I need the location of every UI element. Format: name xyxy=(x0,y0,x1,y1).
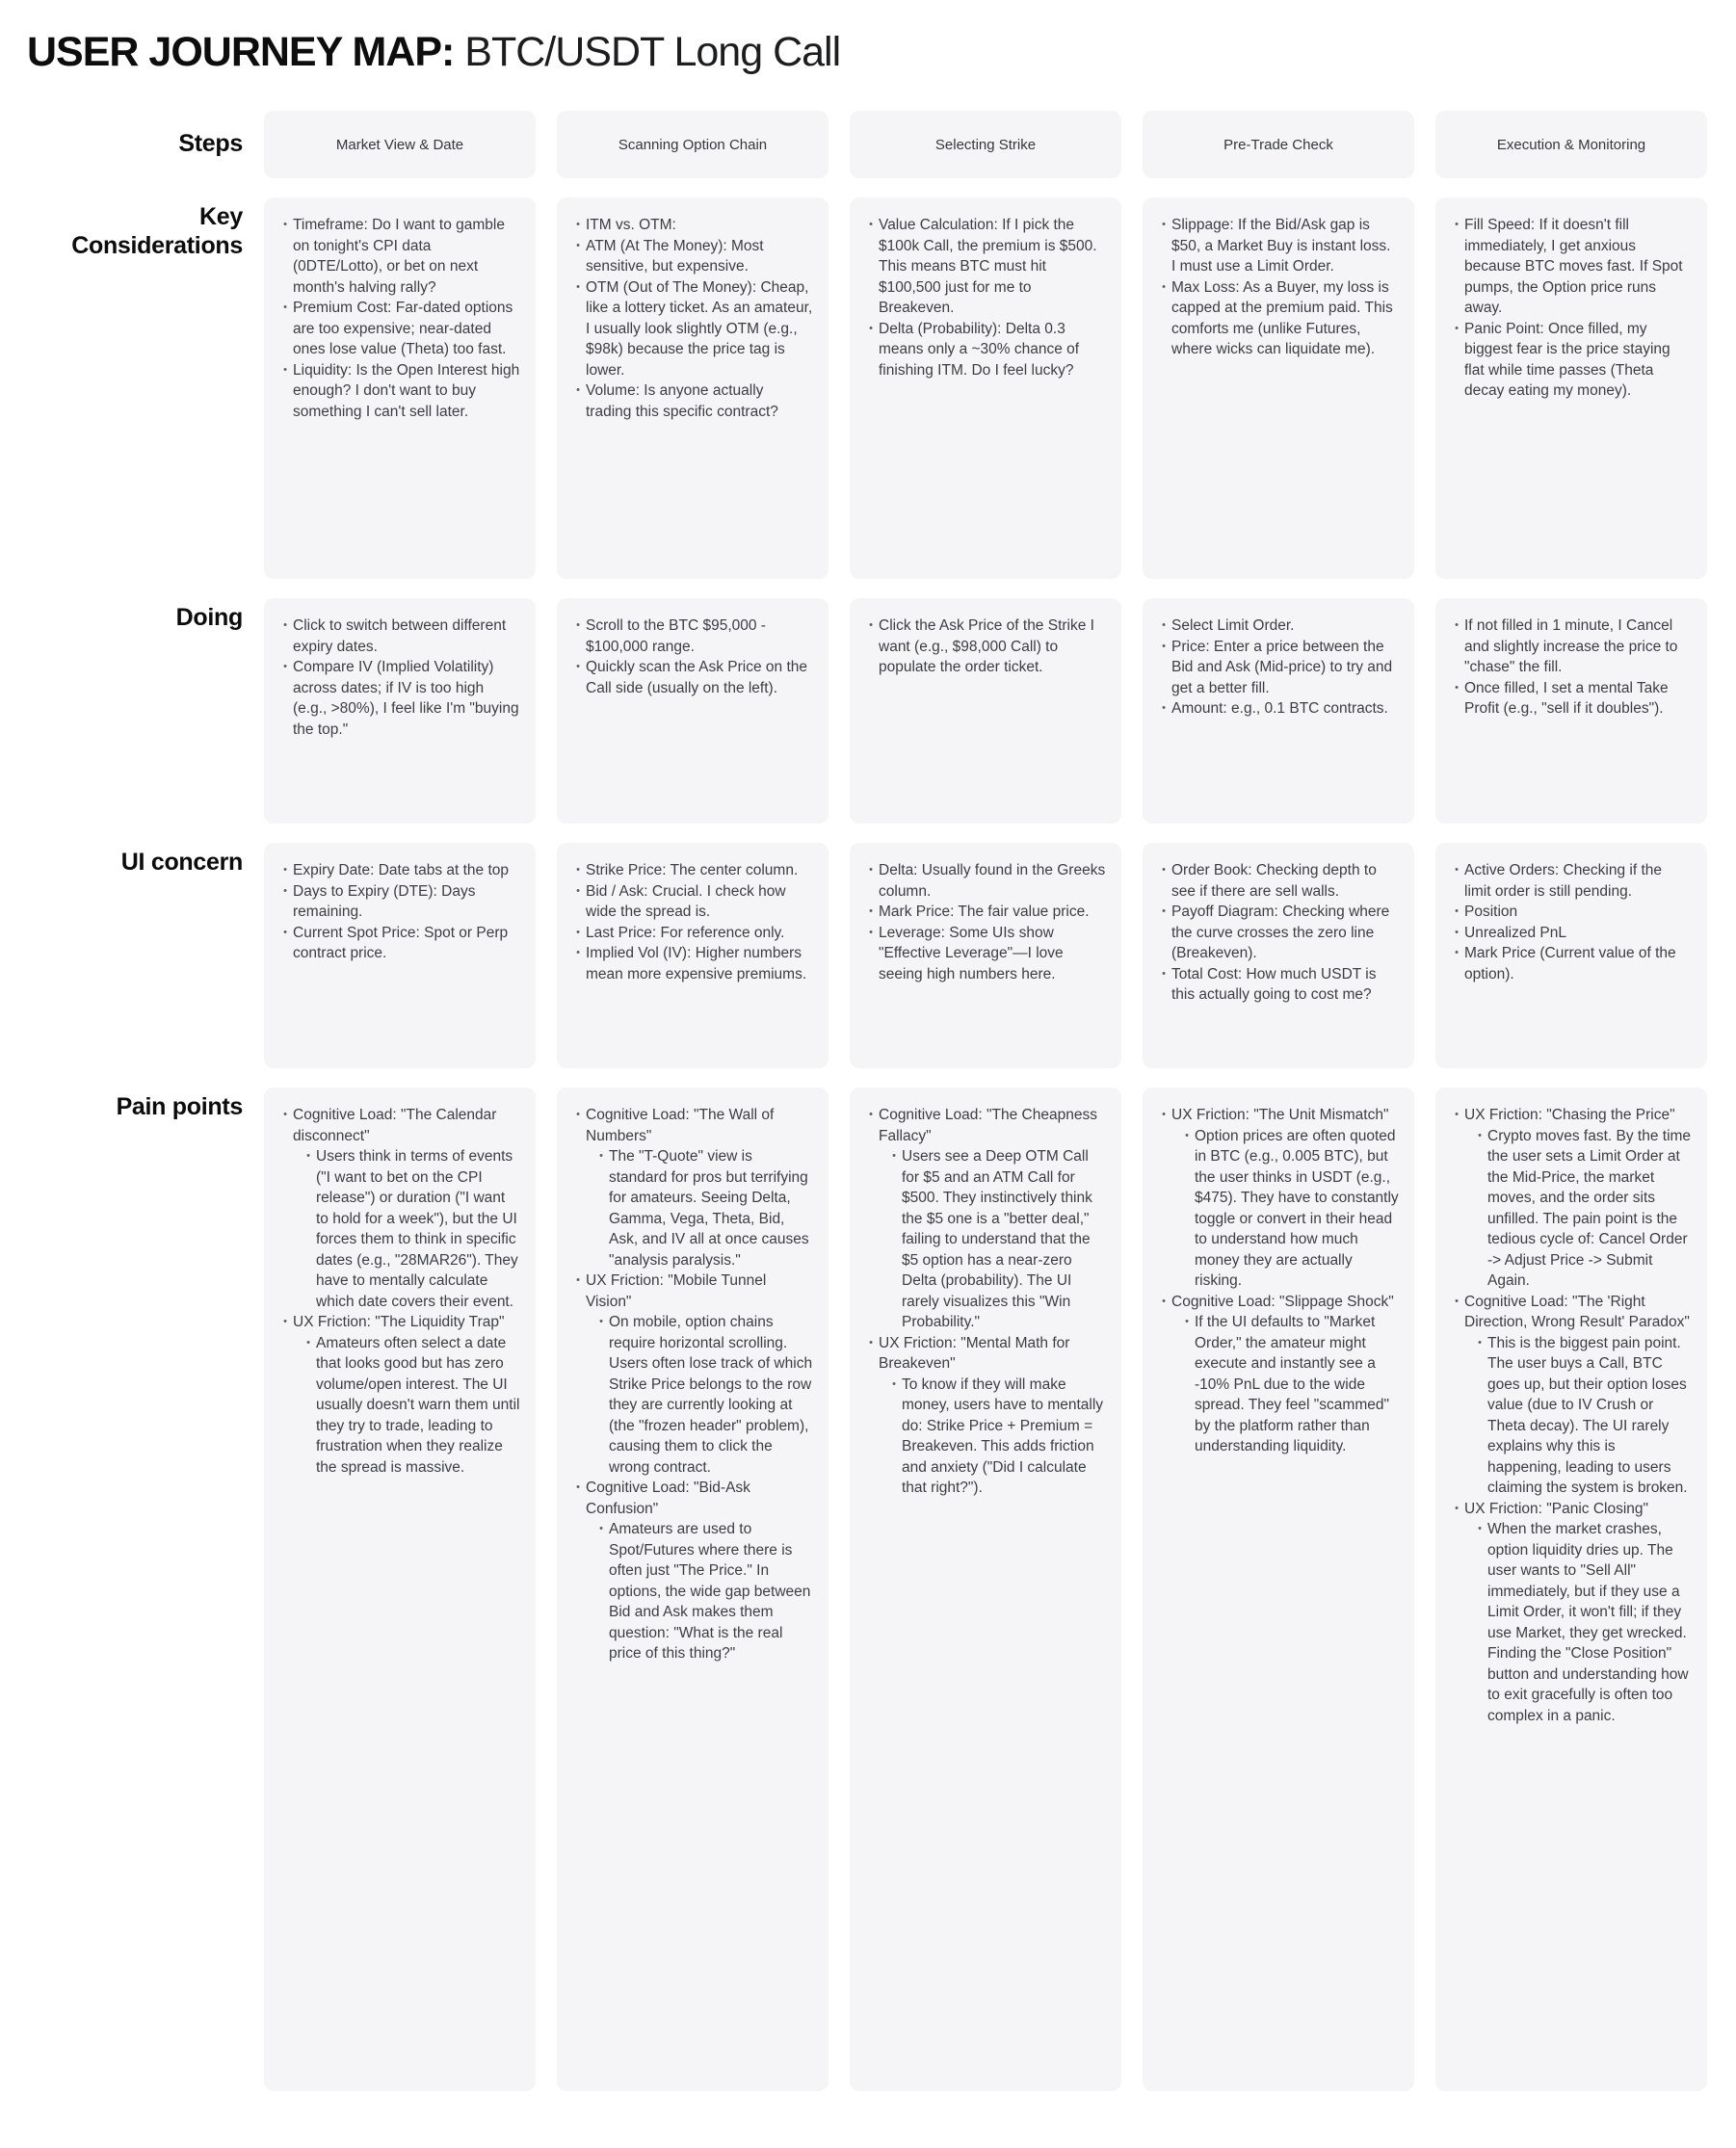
bullet-dot-icon: • xyxy=(283,661,287,672)
bullet-text: Cognitive Load: "Slippage Shock" xyxy=(1171,1293,1394,1310)
bullet-text: Current Spot Price: Spot or Perp contract price. xyxy=(293,924,509,961)
bullet-text: Cognitive Load: "The Cheapness Fallacy" xyxy=(879,1107,1097,1144)
bullet-dot-icon: • xyxy=(1455,619,1459,631)
bullet-dot-icon: • xyxy=(283,1316,287,1327)
bullet-item xyxy=(570,657,813,698)
bullet-item xyxy=(863,616,1106,678)
bullet-dot-icon: • xyxy=(869,864,873,876)
cell-col2-ui-concern xyxy=(557,843,829,1068)
bullet-dot-icon: • xyxy=(1455,947,1459,958)
bullet-text: Amateurs often select a date that looks good but has zero volume/open interest. The UI usually doesn't warn them until they try to trade, leading to frustration when they realize the spread is massive. xyxy=(316,1334,520,1476)
bullet-text: Mark Price (Current value of the option). xyxy=(1464,945,1676,982)
bullet-item xyxy=(277,923,520,964)
bullet-text: Payoff Diagram: Checking where the curve crosses the zero line (Breakeven). xyxy=(1171,904,1390,961)
cell-col4-pain-points xyxy=(1143,1087,1414,2091)
bullet-text: To know if they will make money, users have to mentally do: Strike Price + Premium = Breakeven. This adds friction and anxiety ("Did I calculate that right?"). xyxy=(902,1375,1104,1496)
bullet-dot-icon: • xyxy=(576,926,580,938)
bullet-item xyxy=(863,1333,1106,1375)
bullet-item xyxy=(886,1146,1106,1333)
cell-col5-key-considerations xyxy=(1435,197,1707,579)
bullet-dot-icon: • xyxy=(1162,640,1166,652)
bullet-dot-icon: • xyxy=(599,1150,603,1162)
bullet-item xyxy=(277,360,520,423)
row-label-pain-points: Pain points xyxy=(116,1093,243,1120)
bullet-dot-icon: • xyxy=(1185,1129,1189,1141)
bullet-dot-icon: • xyxy=(576,661,580,672)
bullet-text: Liquidity: Is the Open Interest high enough? I don't want to buy something I can't sell later. xyxy=(293,361,520,420)
bullet-text: Unrealized PnL xyxy=(1464,924,1566,941)
bullet-text: Implied Vol (IV): Higher numbers mean more expensive premiums. xyxy=(586,945,807,982)
bullet-text: UX Friction: "Panic Closing" xyxy=(1464,1500,1649,1517)
page-title xyxy=(27,29,1709,76)
bullet-text: Crypto moves fast. By the time the user sets a Limit Order at the Mid-Price, the market moves, and the order sits unfilled. The pain point is the tedious cycle of: Cancel Order -> Adjust Price -> Submit Again. xyxy=(1487,1127,1692,1289)
bullet-item xyxy=(863,860,1106,902)
bullet-dot-icon: • xyxy=(283,926,287,938)
bullet-item xyxy=(863,923,1106,985)
bullet-text: Strike Price: The center column. xyxy=(586,862,799,878)
bullet-dot-icon: • xyxy=(1162,280,1166,293)
bullet-dot-icon: • xyxy=(576,1481,580,1493)
bullet-dot-icon: • xyxy=(1455,905,1459,917)
bullet-item xyxy=(277,881,520,923)
bullet-dot-icon: • xyxy=(576,1274,580,1286)
bullet-dot-icon: • xyxy=(576,619,580,631)
step-header-market-view: Market View & Date xyxy=(264,111,536,178)
bullet-item xyxy=(1179,1126,1399,1292)
bullet-text: Users see a Deep OTM Call for $5 and an ATM Call for $500. They instinctively think the $5 one is a "better deal," failing to understand that the $5 option has a near-zero Delta (probability). The UI rarely visualizes this "Win Probability." xyxy=(902,1148,1092,1330)
bullet-item xyxy=(1449,1292,1692,1333)
bullet-text: If not filled in 1 minute, I Cancel and slightly increase the price to "chase" the fill. xyxy=(1464,617,1678,675)
bullet-text: Scroll to the BTC $95,000 - $100,000 range. xyxy=(586,617,766,655)
bullet-item xyxy=(1472,1126,1692,1292)
bullet-item xyxy=(570,1270,813,1312)
bullet-dot-icon: • xyxy=(576,1109,580,1120)
page-title-emphasis: USER JOURNEY MAP: xyxy=(27,29,455,75)
bullet-text: Price: Enter a price between the Bid and Ask (Mid-price) to try and get a better fill. xyxy=(1171,638,1393,696)
bullet-dot-icon: • xyxy=(869,1109,873,1120)
bullet-text: Compare IV (Implied Volatility) across dates; if IV is too high (e.g., >80%), I feel like I'm "buying the top." xyxy=(293,659,519,738)
cell-col2-pain-points xyxy=(557,1087,829,2091)
row-label-key-considerations: Key Considerations xyxy=(71,203,243,259)
bullet-item xyxy=(886,1375,1106,1499)
bullet-item xyxy=(1156,902,1399,964)
bullet-item xyxy=(277,298,520,360)
bullet-dot-icon: • xyxy=(892,1377,896,1390)
bullet-text: Active Orders: Checking if the limit order is still pending. xyxy=(1464,862,1663,900)
bullet-item xyxy=(570,236,813,277)
bullet-dot-icon: • xyxy=(1162,905,1166,917)
cell-col5-doing xyxy=(1435,598,1707,824)
bullet-dot-icon: • xyxy=(869,322,873,334)
bullet-dot-icon: • xyxy=(306,1150,310,1162)
bullet-item xyxy=(277,1312,520,1333)
bullet-dot-icon: • xyxy=(576,219,580,230)
bullet-item xyxy=(1156,964,1399,1006)
bullet-text: Expiry Date: Date tabs at the top xyxy=(293,862,510,878)
bullet-dot-icon: • xyxy=(1162,619,1166,631)
cell-col3-ui-concern xyxy=(850,843,1121,1068)
bullet-item xyxy=(1156,277,1399,360)
bullet-item xyxy=(1449,860,1692,902)
bullet-item xyxy=(1449,1105,1692,1126)
bullet-dot-icon: • xyxy=(576,884,580,897)
bullet-item xyxy=(277,657,520,740)
bullet-item xyxy=(277,1105,520,1146)
cell-col5-pain-points xyxy=(1435,1087,1707,2091)
bullet-item xyxy=(1156,1105,1399,1126)
bullet-text: UX Friction: "Mobile Tunnel Vision" xyxy=(586,1272,767,1310)
bullet-item xyxy=(1449,215,1692,319)
bullet-dot-icon: • xyxy=(599,1523,603,1534)
bullet-item xyxy=(1156,616,1399,637)
bullet-item xyxy=(301,1333,520,1479)
bullet-text: The "T-Quote" view is standard for pros but terrifying for amateurs. Seeing Delta, Gamma, Vega, Theta, Bid, Ask, and IV all at once causes "analysis paralysis." xyxy=(609,1148,809,1269)
bullet-dot-icon: • xyxy=(283,301,287,313)
cell-col3-doing xyxy=(850,598,1121,824)
bullet-item xyxy=(863,1105,1106,1146)
bullet-text: Bid / Ask: Crucial. I check how wide the spread is. xyxy=(586,882,786,920)
bullet-dot-icon: • xyxy=(576,239,580,251)
bullet-item xyxy=(570,943,813,984)
bullet-dot-icon: • xyxy=(1478,1523,1482,1534)
bullet-item xyxy=(1472,1519,1692,1726)
bullet-item xyxy=(593,1312,813,1478)
bullet-dot-icon: • xyxy=(892,1150,896,1162)
bullet-dot-icon: • xyxy=(576,864,580,876)
bullet-dot-icon: • xyxy=(1455,864,1459,876)
bullet-text: Value Calculation: If I pick the $100k Call, the premium is $500. This means BTC must hit $100,500 just for me to Breakeven. xyxy=(879,217,1097,316)
bullet-item xyxy=(1449,923,1692,944)
bullet-item xyxy=(1449,902,1692,923)
bullet-dot-icon: • xyxy=(1455,681,1459,694)
bullet-dot-icon: • xyxy=(1162,864,1166,876)
bullet-text: Quickly scan the Ask Price on the Call side (usually on the left). xyxy=(586,659,808,696)
bullet-item xyxy=(570,215,813,236)
bullet-text: Max Loss: As a Buyer, my loss is capped at the premium paid. This comforts me (unlike Futures, where wicks can liquidate me). xyxy=(1171,278,1393,357)
step-header-scanning-option-chain: Scanning Option Chain xyxy=(557,111,829,178)
bullet-dot-icon: • xyxy=(1185,1316,1189,1327)
bullet-text: UX Friction: "The Liquidity Trap" xyxy=(293,1314,505,1330)
bullet-item xyxy=(277,616,520,657)
cell-col2-doing xyxy=(557,598,829,824)
step-header-execution-monitoring: Execution & Monitoring xyxy=(1435,111,1707,178)
bullet-dot-icon: • xyxy=(576,947,580,958)
bullet-text: Click the Ask Price of the Strike I want (e.g., $98,000 Call) to populate the order ticket. xyxy=(879,617,1094,675)
bullet-dot-icon: • xyxy=(869,1336,873,1349)
bullet-text: Total Cost: How much USDT is this actually going to cost me? xyxy=(1171,965,1377,1003)
bullet-item xyxy=(1472,1333,1692,1499)
bullet-text: Delta (Probability): Delta 0.3 means only a ~30% chance of finishing ITM. Do I feel lucky? xyxy=(879,320,1080,379)
bullet-dot-icon: • xyxy=(1162,1295,1166,1307)
bullet-text: Mark Price: The fair value price. xyxy=(879,904,1090,920)
bullet-dot-icon: • xyxy=(283,864,287,876)
bullet-dot-icon: • xyxy=(576,384,580,396)
cell-col4-ui-concern xyxy=(1143,843,1414,1068)
bullet-dot-icon: • xyxy=(1455,322,1459,334)
cell-col1-doing xyxy=(264,598,536,824)
bullet-text: Order Book: Checking depth to see if there are sell walls. xyxy=(1171,862,1377,900)
bullet-dot-icon: • xyxy=(869,926,873,938)
cell-col1-pain-points xyxy=(264,1087,536,2091)
bullet-text: UX Friction: "The Unit Mismatch" xyxy=(1171,1107,1389,1123)
bullet-text: Cognitive Load: "The Wall of Numbers" xyxy=(586,1107,775,1144)
bullet-item xyxy=(570,881,813,923)
bullet-dot-icon: • xyxy=(599,1316,603,1327)
bullet-text: Amount: e.g., 0.1 BTC contracts. xyxy=(1171,700,1388,717)
bullet-item xyxy=(277,215,520,298)
bullet-item xyxy=(570,923,813,944)
bullet-dot-icon: • xyxy=(576,280,580,293)
bullet-text: Premium Cost: Far-dated options are too expensive; near-dated ones lose value (Theta) too fast. xyxy=(293,300,513,357)
bullet-text: Select Limit Order. xyxy=(1171,617,1295,634)
bullet-text: OTM (Out of The Money): Cheap, like a lottery ticket. As an amateur, I usually look slightly OTM (e.g., $98k) because the price tag is lower. xyxy=(586,278,813,379)
bullet-text: Amateurs are used to Spot/Futures where there is often just "The Price." In options, the wide gap between Bid and Ask makes them question: "What is the real price of this thing?" xyxy=(609,1521,811,1662)
page-title-subject: BTC/USDT Long Call xyxy=(454,29,841,75)
bullet-text: When the market crashes, option liquidity dries up. The user wants to "Sell All" immediately, but if they use a Limit Order, it won't fill; if they use Market, they get wrecked. Finding the "Close Position" button and understanding how to exit gracefully is often too complex in a panic. xyxy=(1487,1521,1689,1724)
bullet-dot-icon: • xyxy=(1162,967,1166,980)
bullet-item xyxy=(1156,1292,1399,1313)
bullet-item xyxy=(570,1478,813,1519)
bullet-dot-icon: • xyxy=(283,1109,287,1120)
bullet-text: ITM vs. OTM: xyxy=(586,217,676,233)
bullet-dot-icon: • xyxy=(1455,926,1459,938)
bullet-text: Once filled, I set a mental Take Profit (e.g., "sell if it doubles"). xyxy=(1464,679,1669,717)
bullet-text: If the UI defaults to "Market Order," the amateur might execute and instantly see a -10% PnL due to the wide spread. They feel "scammed" by the platform rather than understanding liquidity. xyxy=(1195,1314,1389,1454)
bullet-item xyxy=(593,1519,813,1664)
bullet-dot-icon: • xyxy=(283,363,287,376)
bullet-dot-icon: • xyxy=(1478,1129,1482,1141)
bullet-text: Volume: Is anyone actually trading this specific contract? xyxy=(586,382,778,420)
bullet-item xyxy=(1156,860,1399,902)
bullet-text: UX Friction: "Mental Math for Breakeven" xyxy=(879,1334,1070,1372)
journey-grid xyxy=(27,111,1709,2091)
bullet-dot-icon: • xyxy=(1162,702,1166,714)
bullet-text: Fill Speed: If it doesn't fill immediately, I get anxious because BTC moves fast. If Spot pumps, the Option price runs away. xyxy=(1464,217,1683,316)
bullet-item xyxy=(1156,637,1399,699)
row-label-ui-concern: UI concern xyxy=(120,849,243,876)
bullet-dot-icon: • xyxy=(1162,219,1166,230)
bullet-text: ATM (At The Money): Most sensitive, but expensive. xyxy=(586,237,764,275)
bullet-dot-icon: • xyxy=(1162,1109,1166,1120)
bullet-item xyxy=(570,1105,813,1146)
bullet-item xyxy=(1449,616,1692,678)
cell-col3-key-considerations xyxy=(850,197,1121,579)
bullet-dot-icon: • xyxy=(1478,1336,1482,1349)
bullet-item xyxy=(570,380,813,422)
bullet-dot-icon: • xyxy=(869,219,873,230)
bullet-dot-icon: • xyxy=(869,619,873,631)
bullet-item xyxy=(1156,215,1399,277)
bullet-item xyxy=(570,860,813,881)
bullet-text: Option prices are often quoted in BTC (e.g., 0.005 BTC), but the user thinks in USDT (e.g., $475). They have to constantly toggle or convert in their head to understand how much money they are actually risking. xyxy=(1195,1127,1399,1289)
bullet-dot-icon: • xyxy=(1455,1502,1459,1514)
row-label-steps: Steps xyxy=(178,130,243,158)
bullet-text: Last Price: For reference only. xyxy=(586,924,785,941)
bullet-text: Timeframe: Do I want to gamble on tonight's CPI data (0DTE/Lotto), or bet on next month's halving rally? xyxy=(293,217,505,296)
bullet-item xyxy=(570,616,813,657)
bullet-text: Panic Point: Once filled, my biggest fear is the price staying flat while time passes (Theta decay eating my money). xyxy=(1464,320,1670,399)
cell-col2-key-considerations xyxy=(557,197,829,579)
bullet-text: Position xyxy=(1464,904,1518,920)
bullet-dot-icon: • xyxy=(283,619,287,631)
bullet-item xyxy=(863,319,1106,381)
bullet-item xyxy=(1179,1312,1399,1457)
bullet-dot-icon: • xyxy=(306,1336,310,1349)
bullet-item xyxy=(1449,678,1692,720)
bullet-dot-icon: • xyxy=(869,905,873,917)
cell-col5-ui-concern xyxy=(1435,843,1707,1068)
cell-col1-ui-concern xyxy=(264,843,536,1068)
cell-col1-key-considerations xyxy=(264,197,536,579)
bullet-item xyxy=(1449,1499,1692,1520)
bullet-text: On mobile, option chains require horizontal scrolling. Users often lose track of which Strike Price belongs to the row they are currently looking at (the "frozen header" problem), causing them to click the wrong contract. xyxy=(609,1314,813,1476)
bullet-item xyxy=(863,902,1106,923)
bullet-text: Cognitive Load: "The 'Right Direction, Wrong Result' Paradox" xyxy=(1464,1293,1690,1330)
bullet-item xyxy=(570,277,813,381)
bullet-text: Slippage: If the Bid/Ask gap is $50, a Market Buy is instant loss. I must use a Limit Order. xyxy=(1171,217,1391,275)
cell-col4-doing xyxy=(1143,598,1414,824)
bullet-text: Delta: Usually found in the Greeks column. xyxy=(879,862,1106,900)
bullet-dot-icon: • xyxy=(1455,219,1459,230)
cell-col3-pain-points xyxy=(850,1087,1121,2091)
bullet-item xyxy=(1449,319,1692,402)
bullet-dot-icon: • xyxy=(283,219,287,230)
bullet-dot-icon: • xyxy=(1455,1295,1459,1307)
row-label-doing: Doing xyxy=(175,604,243,631)
bullet-text: Cognitive Load: "The Calendar disconnect" xyxy=(293,1107,497,1144)
step-header-pre-trade-check: Pre-Trade Check xyxy=(1143,111,1414,178)
cell-col4-key-considerations xyxy=(1143,197,1414,579)
step-header-selecting-strike: Selecting Strike xyxy=(850,111,1121,178)
bullet-text: Click to switch between different expiry dates. xyxy=(293,617,507,655)
bullet-dot-icon: • xyxy=(283,884,287,897)
bullet-item xyxy=(277,860,520,881)
bullet-item xyxy=(1156,698,1399,720)
bullet-text: Users think in terms of events ("I want to bet on the CPI release") or duration ("I want to hold for a week"), but the UI forces them to think in specific dates (e.g., "28MAR26"). They have to mentally calculate which date covers their event. xyxy=(316,1148,518,1310)
bullet-item xyxy=(1449,943,1692,984)
bullet-text: Cognitive Load: "Bid-Ask Confusion" xyxy=(586,1480,750,1517)
bullet-text: Leverage: Some UIs show "Effective Leverage"—I love seeing high numbers here. xyxy=(879,924,1064,982)
bullet-dot-icon: • xyxy=(1455,1109,1459,1120)
bullet-text: UX Friction: "Chasing the Price" xyxy=(1464,1107,1675,1123)
bullet-item xyxy=(863,215,1106,319)
bullet-text: This is the biggest pain point. The user buys a Call, BTC goes up, but their option loses value (due to IV Crush or Theta decay). The UI rarely explains why this is happening, leading to users claiming the system is broken. xyxy=(1487,1334,1688,1496)
bullet-text: Days to Expiry (DTE): Days remaining. xyxy=(293,882,476,920)
bullet-item xyxy=(301,1146,520,1312)
bullet-item xyxy=(593,1146,813,1270)
